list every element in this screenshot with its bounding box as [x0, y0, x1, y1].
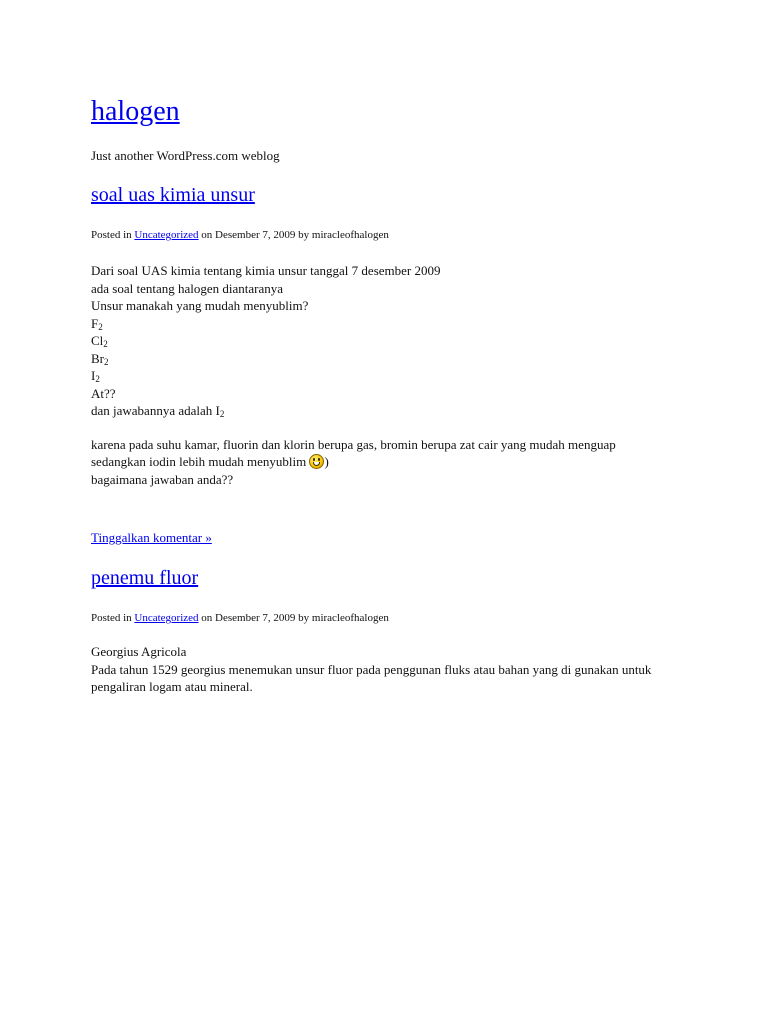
answer-option: $Cl_2$: [91, 333, 108, 349]
text-line: Unsur manakah yang mudah menyublim?: [91, 298, 309, 313]
posted-in-label: Posted in: [91, 612, 132, 624]
text-line: bagaimana jawaban anda??: [91, 471, 234, 487]
post-title-link[interactable]: penemu fluor: [91, 567, 199, 589]
text-line: Dari soal UAS kimia tentang kimia unsur tanggal 7 desember 2009: [91, 263, 441, 278]
answer-option: $Br_2$: [91, 350, 109, 367]
text-line: Georgius Agricola: [91, 644, 187, 659]
category-link[interactable]: Uncategorized: [134, 229, 199, 241]
post-content: [91, 262, 671, 504]
answer-line: dan jawabannya adalah $I_2$: [91, 403, 225, 419]
post-content: [91, 643, 671, 712]
text-line: Pada tahun 1529 georgius menemukan unsur fluor pada penggunan fluks atau bahan yang di gunakan untuk pengaliran logam atau mineral.: [91, 661, 652, 694]
post-meta: [91, 611, 389, 626]
posted-in-label: Posted in: [91, 229, 132, 241]
post-date-author: on Desember 7, 2009 by miracleofhalogen: [201, 229, 389, 241]
answer-option: At??: [91, 385, 116, 401]
post-title: [91, 565, 198, 591]
site-title: [91, 94, 180, 130]
post-title-link[interactable]: soal uas kimia unsur: [91, 184, 255, 206]
text-line: sedangkan iodin lebih mudah menyublim ): [91, 454, 329, 469]
answer-option: $I_2$: [91, 368, 100, 384]
category-link[interactable]: Uncategorized: [134, 612, 199, 624]
text-line: ada soal tentang halogen diantaranya: [91, 280, 284, 296]
post-title: [91, 182, 255, 208]
post-paragraph: [91, 262, 671, 420]
post-date-author: on Desember 7, 2009 by miracleofhalogen: [201, 612, 389, 624]
post-paragraph: [91, 436, 671, 489]
post-meta: [91, 228, 389, 243]
comment-link-wrapper: [91, 529, 212, 547]
smiley-icon: [309, 454, 324, 469]
post-paragraph: [91, 643, 671, 696]
answer-option: $F_2$: [91, 315, 103, 332]
site-description: Just another WordPress.com weblog: [91, 148, 280, 163]
site-title-link[interactable]: halogen: [91, 96, 180, 127]
text-line: karena pada suhu kamar, fluorin dan klorin berupa gas, bromin berupa zat cair yang mudah menguap: [91, 436, 616, 452]
leave-comment-link[interactable]: Tinggalkan komentar »: [91, 530, 212, 545]
